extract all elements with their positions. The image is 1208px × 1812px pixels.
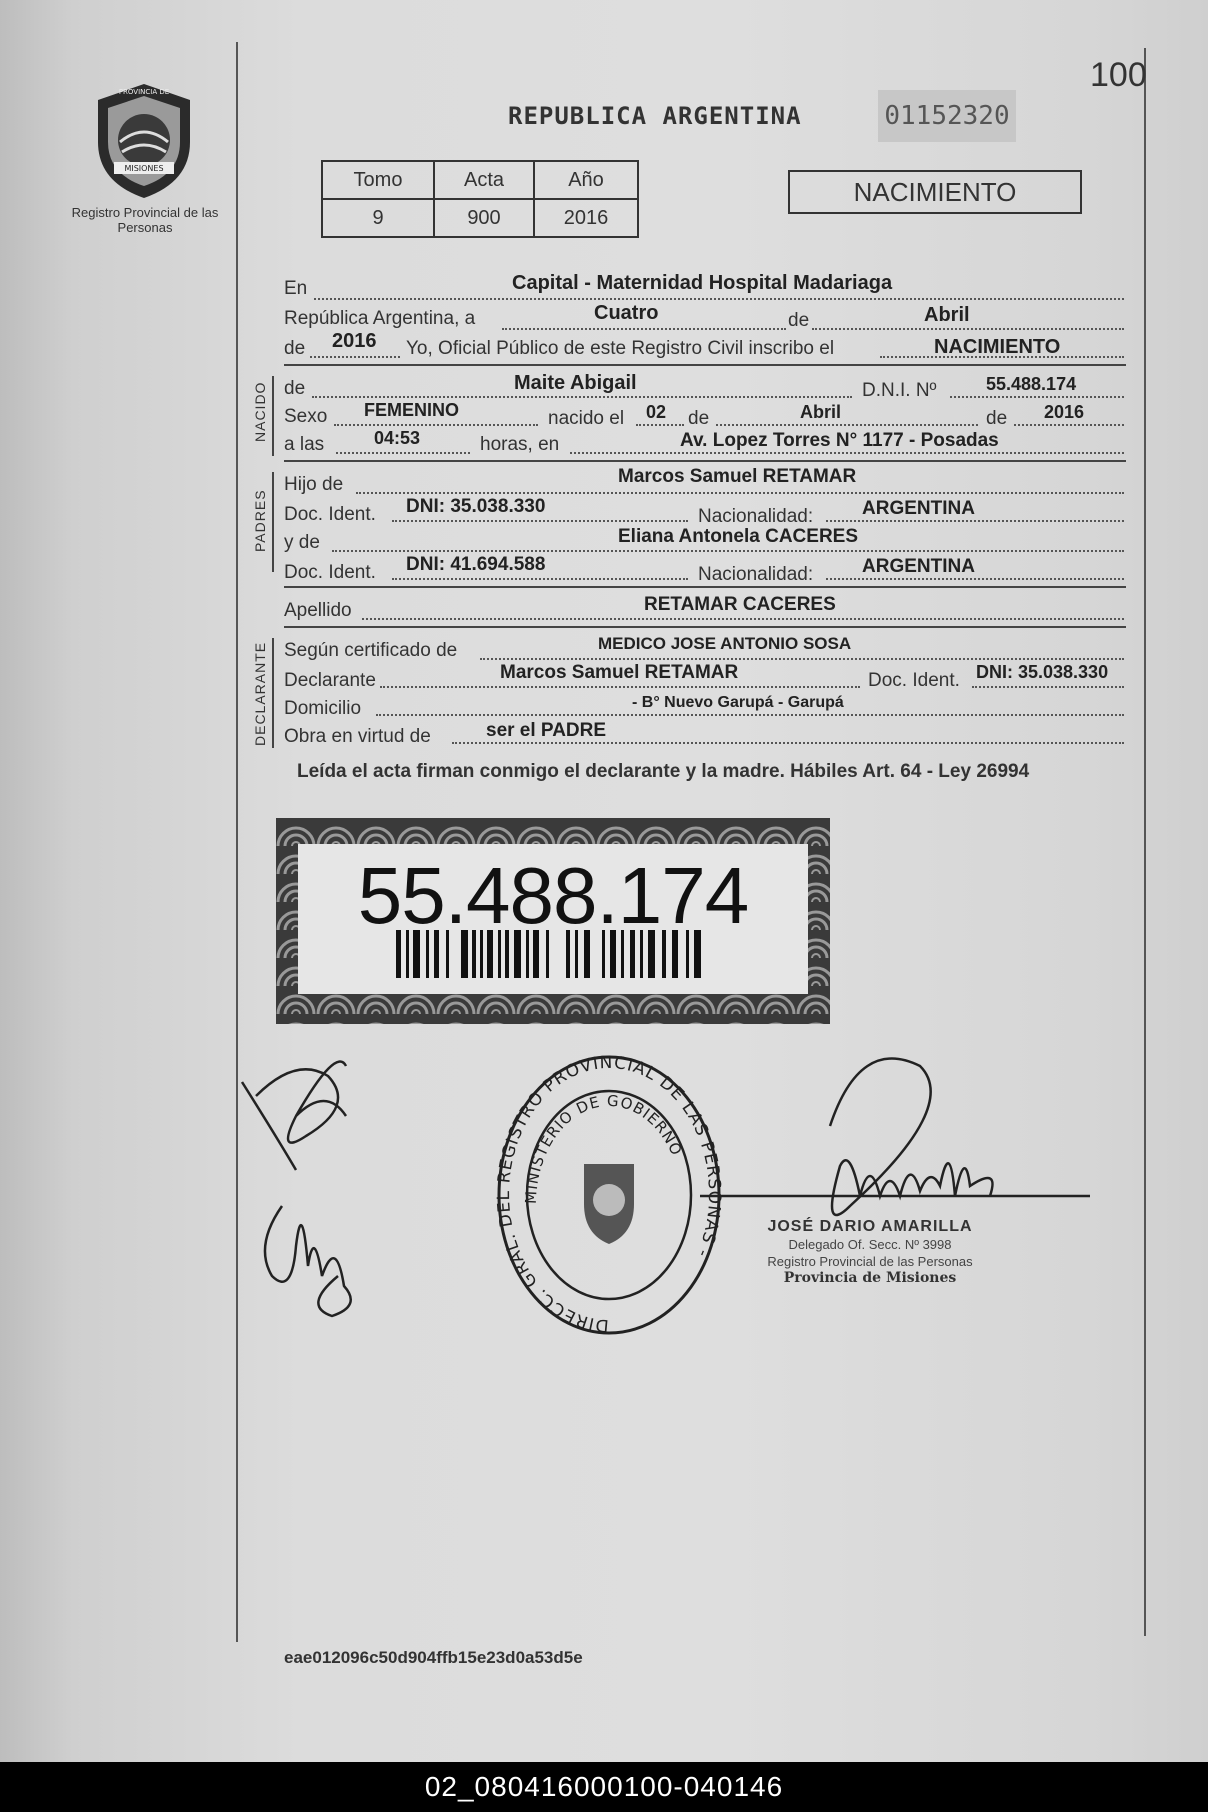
record-type-box: NACIMIENTO [788,170,1082,214]
declarant-name: Marcos Samuel RETAMAR [500,662,739,683]
registered-event: NACIMIENTO [934,336,1061,358]
section-rule [284,364,1126,366]
label-segun: Según certificado de [284,640,458,661]
dotted-line [826,520,1124,522]
mother-name: Eliana Antonela CACERES [618,526,859,547]
mother-nationality: ARGENTINA [862,556,975,577]
right-margin-rule [1144,48,1146,1636]
section-rule [284,626,1126,628]
dotted-line [376,714,1124,716]
dotted-line [812,328,1124,330]
registrar-signature [700,1046,1100,1246]
label-yo: Yo, Oficial Público de este Registro Civil inscribo el [406,338,835,359]
section-bar [272,638,274,748]
section-rule [284,586,1126,588]
month: Abril [924,304,970,326]
label-obra: Obra en virtud de [284,726,431,747]
dotted-line [336,452,470,454]
dotted-line [314,298,1124,300]
registry-seal [494,1052,725,1336]
label-de-year: de [986,408,1008,429]
label-declarante: Declarante [284,670,376,691]
label-nacionalidad: Nacionalidad: [698,506,814,527]
serial-number: 01152320 [878,90,1016,142]
section-label-declarante: DECLARANTE [252,641,268,746]
label-republica: República Argentina, a [284,308,476,329]
section-bar [272,472,274,572]
label-doc-ident: Doc. Ident. [284,504,376,525]
section-rule [284,460,1126,462]
birth-time: 04:53 [374,428,421,448]
dotted-line [310,356,400,358]
child-name: Maite Abigail [514,372,637,394]
section-label-padres: PADRES [252,489,268,552]
child-sex: FEMENINO [364,400,460,420]
svg-text:PROVINCIA DE: PROVINCIA DE [118,88,170,96]
surname: RETAMAR CACERES [644,594,836,615]
label-domicilio: Domicilio [284,698,362,719]
document-title: REPUBLICA ARGENTINA [508,102,802,130]
dotted-line [380,686,860,688]
label-en: En [284,278,308,299]
label-nacionalidad: Nacionalidad: [698,564,814,585]
label-dni: D.N.I. Nº [862,380,937,401]
mother-document: DNI: 41.694.588 [406,554,546,575]
label-y-de: y de [284,532,320,553]
birth-address: Av. Lopez Torres N° 1177 - Posadas [680,430,999,451]
label-de: de [284,338,306,359]
dni-badge [276,818,830,1024]
dotted-line [570,452,1124,454]
label-de: de [788,310,810,331]
registrar-stamp [700,1218,1040,1286]
dotted-line [332,550,1124,552]
dotted-line [502,328,786,330]
label-nacido-el: nacido el [548,408,625,429]
section-label-nacido: NACIDO [252,381,268,442]
declarant-address: - B° Nuevo Garupá - Garupá [632,694,844,711]
day-in-words: Cuatro [594,302,659,324]
father-name: Marcos Samuel RETAMAR [618,466,857,487]
dotted-line [312,396,852,398]
child-dni: 55.488.174 [986,374,1077,394]
mother-signature [252,1186,372,1326]
dni-number: 55.488.174 [357,851,749,940]
birth-year: 2016 [1044,402,1085,422]
label-de-name: de [284,378,306,399]
acting-capacity: ser el PADRE [486,720,607,741]
dotted-line [452,742,1124,744]
registrar-province: Provincia de Misiones [783,1270,957,1286]
table-header: Acta [434,161,534,199]
dotted-line [334,424,538,426]
registrar-name: JOSÉ DARIO AMARILLA [767,1218,973,1235]
svg-text:MISIONES: MISIONES [124,164,164,173]
registrar-office: Registro Provincial de las Personas [767,1254,973,1269]
label-apellido: Apellido [284,600,352,621]
label-hijo-de: Hijo de [284,474,344,495]
misiones-coat-of-arms-logo [90,82,198,200]
dotted-line [636,424,684,426]
left-margin-rule [236,42,238,1642]
label-de-month: de [688,408,710,429]
label-sexo: Sexo [284,406,328,427]
dotted-line [826,578,1124,580]
father-document: DNI: 35.038.330 [406,496,546,517]
dotted-line [716,424,978,426]
volume-table [321,160,639,238]
dotted-line [362,618,1124,620]
dotted-line [392,520,688,522]
section-bar [272,376,274,456]
svg-text:DIRECC. GRAL. DEL REGISTRO PRO: DIRECC. GRAL. DEL REGISTRO PROVINCIAL DE LAS PERSONAS - [494,1052,725,1336]
dotted-line [950,396,1124,398]
registrar-position: Delegado Of. Secc. Nº 3998 [788,1237,952,1252]
birth-day: 02 [646,402,667,422]
dotted-line [972,686,1124,688]
table-cell: 2016 [534,199,638,237]
declarant-signature [236,1046,366,1176]
dotted-line [392,578,688,580]
declarant-document: DNI: 35.038.330 [976,662,1109,682]
closing-statement: Leída el acta firman conmigo el declarante y la madre. Hábiles Art. 64 - Ley 26994 [297,761,1030,782]
page-number: 100 [1090,56,1147,94]
dotted-line [480,658,1124,660]
birth-place: Capital - Maternidad Hospital Madariaga [512,272,893,294]
svg-text:MINISTERIO DE GOBIERNO: MINISTERIO DE GOBIERNO [521,1091,686,1205]
document-hash: eae012096c50d904ffb15e23d0a53d5e [284,1648,583,1667]
table-cell: 900 [434,199,534,237]
birth-month: Abril [800,402,842,422]
label-doc-ident: Doc. Ident. [284,562,376,583]
footer-identifier: 02_080416000100-040146 [0,1762,1208,1812]
table-cell: 9 [322,199,434,237]
dotted-line [1014,424,1124,426]
table-header: Tomo [322,161,434,199]
father-nationality: ARGENTINA [862,498,975,519]
year: 2016 [332,330,377,352]
table-header: Año [534,161,638,199]
dotted-line [356,492,1124,494]
label-doc-ident-declarant: Doc. Ident. [868,670,960,691]
registry-caption: Registro Provincial de las Personas [71,205,219,235]
certificate-issuer: MEDICO JOSE ANTONIO SOSA [598,634,852,653]
label-a-las: a las [284,434,325,455]
label-horas-en: horas, en [480,434,560,455]
